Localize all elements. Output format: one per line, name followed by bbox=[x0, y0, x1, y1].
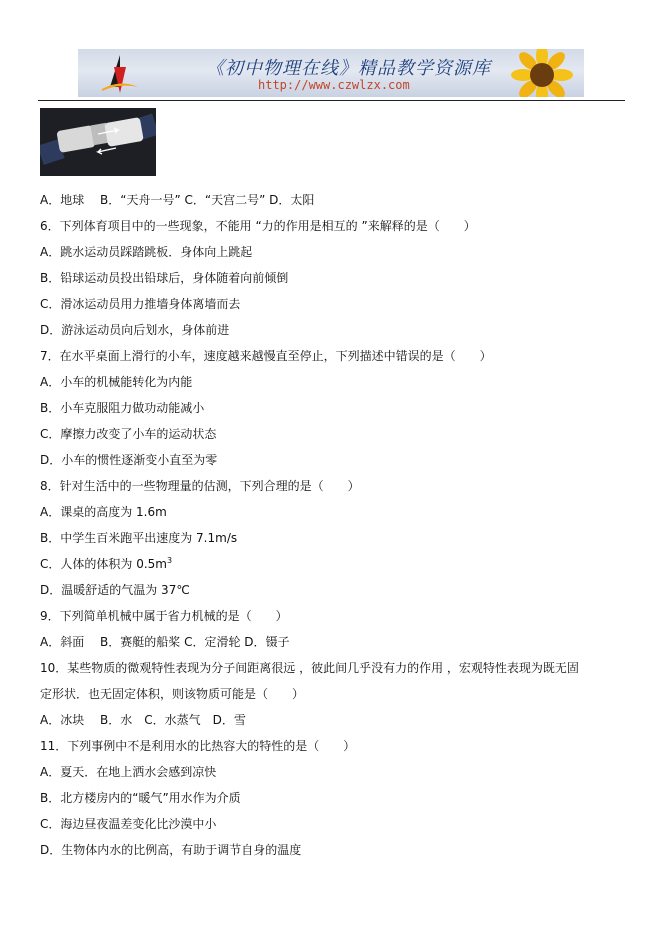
q7-stem: 7．在水平桌面上滑行的小车，速度越来越慢直至停止，下列描述中错误的是（ ） bbox=[40, 349, 492, 363]
logo-icon bbox=[100, 53, 140, 95]
banner-title: 《初中物理在线》精品教学资源库 bbox=[206, 58, 491, 79]
q5-options: A．地球 B．“天舟一号” C．“天宫二号” D．太阳 bbox=[40, 193, 315, 207]
space-station-icon bbox=[40, 108, 156, 176]
q11-option-d: D．生物体内水的比例高，有助于调节自身的温度 bbox=[40, 843, 302, 857]
q8-option-c bbox=[40, 556, 172, 572]
q7-option-a: A．小车的机械能转化为内能 bbox=[40, 375, 193, 389]
q6-stem: 6．下列体育项目中的一些现象，不能用 “力的作用是相互的 ”来解释的是（ ） bbox=[40, 219, 476, 233]
space-station-photo bbox=[40, 108, 156, 176]
q10-stem-line2: 定形状．也无固定体积，则该物质可能是（ ） bbox=[40, 687, 305, 701]
q8-option-a: A．课桌的高度为 1.6m bbox=[40, 505, 167, 519]
header-banner bbox=[78, 49, 584, 97]
q11-option-a: A．夏天．在地上洒水会感到凉快 bbox=[40, 765, 217, 779]
q6-option-d: D．游泳运动员向后划水，身体前进 bbox=[40, 323, 230, 337]
header-rule bbox=[38, 100, 625, 101]
q7-option-c: C．摩擦力改变了小车的运动状态 bbox=[40, 427, 217, 441]
q8-option-c-text: C．人体的体积为 0.5m bbox=[40, 557, 167, 571]
q11-option-b: B．北方楼房内的“暖气”用水作为介质 bbox=[40, 791, 241, 805]
q8-option-d: D．温暖舒适的气温为 37℃ bbox=[40, 583, 190, 597]
q10-stem-line1: 10．某些物质的微观特性表现为分子间距离很远 ，彼此间几乎没有力的作用 ，宏观特性表现为既无固 bbox=[40, 661, 579, 675]
q9-options: A．斜面 B．赛艇的船桨 C．定滑轮 D．镊子 bbox=[40, 635, 290, 649]
q7-option-b: B．小车克服阻力做功动能减小 bbox=[40, 401, 205, 415]
cubic-superscript: 3 bbox=[166, 556, 173, 565]
q6-option-b: B．铅球运动员投出铅球后，身体随着向前倾倒 bbox=[40, 271, 289, 285]
q11-stem: 11．下列事例中不是利用水的比热容大的特性的是（ ） bbox=[40, 739, 356, 753]
q8-option-b: B．中学生百米跑平出速度为 7.1m/s bbox=[40, 531, 238, 545]
q9-stem: 9．下列简单机械中属于省力机械的是（ ） bbox=[40, 609, 288, 623]
q7-option-d: D．小车的惯性逐渐变小直至为零 bbox=[40, 453, 218, 467]
sunflower-icon bbox=[498, 49, 584, 97]
q6-option-c: C．滑冰运动员用力推墙身体离墙而去 bbox=[40, 297, 241, 311]
q10-options: A．冰块 B．水 C．水蒸气 D．雪 bbox=[40, 713, 246, 727]
q11-option-c: C．海边昼夜温差变化比沙漠中小 bbox=[40, 817, 217, 831]
q6-option-a: A．跳水运动员踩踏跳板．身体向上跳起 bbox=[40, 245, 253, 259]
q8-stem: 8．针对生活中的一些物理量的估测，下列合理的是（ ） bbox=[40, 479, 360, 493]
banner-url: http://www.czwlzx.com bbox=[258, 78, 410, 92]
